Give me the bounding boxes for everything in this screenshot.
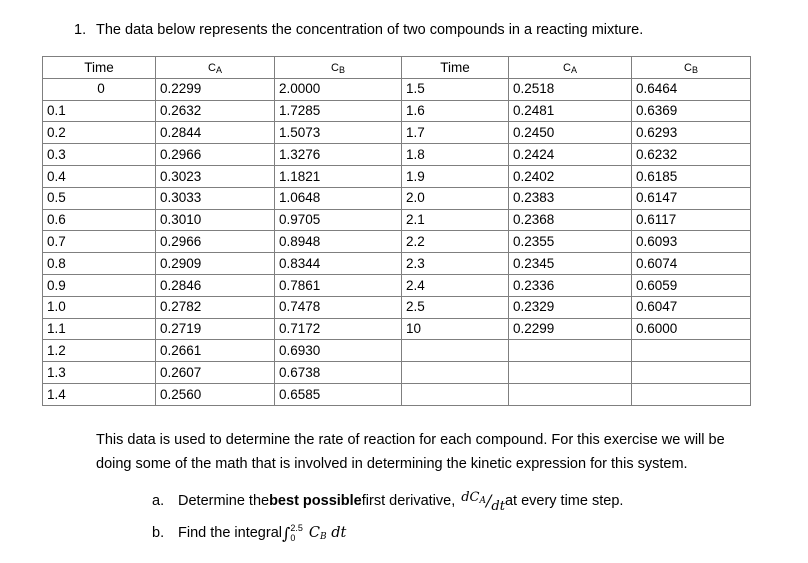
table-row — [43, 231, 751, 253]
table-row — [43, 296, 751, 318]
cell-cb-1: 0.6738 — [275, 362, 402, 384]
integrand: $C_B$ dt — [308, 524, 347, 542]
table-row — [43, 78, 751, 100]
instructions-paragraph: This data is used to determine the rate of reaction for each compound. For this exercise we will be doing some of the math that is involved in determining the kinetic expression for this system. — [96, 432, 725, 472]
table-row — [43, 383, 751, 405]
table-row — [43, 209, 751, 231]
cell-ca-2: 0.2518 — [509, 78, 632, 100]
header-cb-2: $C_B$ — [632, 57, 751, 79]
cell-time-1: 0.4 — [43, 165, 156, 187]
table-row — [43, 274, 751, 296]
cell-cb-2: 0.6147 — [632, 187, 751, 209]
cell-ca-1: 0.2661 — [156, 340, 275, 362]
cell-time-1: 0 — [43, 78, 156, 100]
cell-ca-1: 0.3010 — [156, 209, 275, 231]
cell-cb-2: 0.6047 — [632, 296, 751, 318]
header-ca-2: $C_A$ — [509, 57, 632, 79]
cell-ca-1: 0.2719 — [156, 318, 275, 340]
cell-time-2: 2.1 — [402, 209, 509, 231]
integral-upper: 2.5 — [290, 523, 303, 533]
integral-sign: ∫ — [281, 523, 291, 543]
cell-time-2: 1.6 — [402, 100, 509, 122]
cell-ca-2 — [509, 340, 632, 362]
cell-cb-2: 0.6369 — [632, 100, 751, 122]
cell-ca-2 — [509, 383, 632, 405]
cell-time-2: 2.5 — [402, 296, 509, 318]
task-b-label: b. — [152, 525, 165, 541]
question-text: The data below represents the concentration of two compounds in a reacting mixture. — [96, 22, 644, 38]
cell-time-1: 0.9 — [43, 274, 156, 296]
cell-ca-2 — [509, 362, 632, 384]
cell-ca-2: 0.2336 — [509, 274, 632, 296]
table-row — [43, 340, 751, 362]
cell-ca-2: 0.2355 — [509, 231, 632, 253]
header-time-2: Time — [402, 57, 509, 79]
derivative-expression: $dC_A/dt$ — [461, 490, 505, 514]
cell-cb-1: 0.8344 — [275, 253, 402, 275]
cell-cb-1: 0.7172 — [275, 318, 402, 340]
cell-time-2: 2.0 — [402, 187, 509, 209]
cell-time-2: 2.2 — [402, 231, 509, 253]
cell-ca-2: 0.2368 — [509, 209, 632, 231]
cell-time-2: 10 — [402, 318, 509, 340]
cell-time-1: 0.7 — [43, 231, 156, 253]
cell-cb-1: 0.6930 — [275, 340, 402, 362]
cell-time-1: 1.1 — [43, 318, 156, 340]
task-a — [152, 485, 623, 517]
header-time-1: Time — [43, 57, 156, 79]
cell-cb-2: 0.6117 — [632, 209, 751, 231]
table-row — [43, 100, 751, 122]
cell-cb-2 — [632, 340, 751, 362]
cell-cb-1: 0.7861 — [275, 274, 402, 296]
question-title — [74, 22, 643, 38]
cell-ca-2: 0.2299 — [509, 318, 632, 340]
cell-time-1: 1.4 — [43, 383, 156, 405]
cell-time-1: 0.3 — [43, 144, 156, 166]
cell-time-2 — [402, 340, 509, 362]
cell-time-2: 1.5 — [402, 78, 509, 100]
cell-cb-2: 0.6293 — [632, 122, 751, 144]
cell-cb-1: 1.5073 — [275, 122, 402, 144]
cell-cb-2 — [632, 362, 751, 384]
cell-cb-2: 0.6074 — [632, 253, 751, 275]
cell-time-2: 2.3 — [402, 253, 509, 275]
table-row — [43, 122, 751, 144]
cell-time-1: 0.8 — [43, 253, 156, 275]
cell-cb-2: 0.6464 — [632, 78, 751, 100]
task-b-text: Find the integral — [178, 525, 282, 541]
cell-cb-1: 1.1821 — [275, 165, 402, 187]
cell-cb-1: 2.0000 — [275, 78, 402, 100]
cell-ca-1: 0.2966 — [156, 144, 275, 166]
cell-cb-1: 0.9705 — [275, 209, 402, 231]
cell-time-1: 0.5 — [43, 187, 156, 209]
data-table — [42, 56, 751, 406]
cell-time-2 — [402, 383, 509, 405]
task-a-bold: best possible — [269, 493, 362, 509]
cell-time-2 — [402, 362, 509, 384]
cell-time-1: 1.0 — [43, 296, 156, 318]
cell-time-1: 0.6 — [43, 209, 156, 231]
cell-cb-2 — [632, 383, 751, 405]
cell-ca-1: 0.2560 — [156, 383, 275, 405]
cell-ca-1: 0.2846 — [156, 274, 275, 296]
cell-ca-1: 0.3033 — [156, 187, 275, 209]
cell-time-2: 2.4 — [402, 274, 509, 296]
cell-time-1: 0.1 — [43, 100, 156, 122]
cell-cb-1: 1.7285 — [275, 100, 402, 122]
question-number: 1. — [74, 22, 87, 38]
task-list — [152, 485, 623, 549]
cell-cb-1: 1.3276 — [275, 144, 402, 166]
table-row — [43, 253, 751, 275]
cell-time-2: 1.9 — [402, 165, 509, 187]
table-header-row — [43, 57, 751, 79]
cell-cb-1: 1.0648 — [275, 187, 402, 209]
cell-cb-2: 0.6232 — [632, 144, 751, 166]
task-a-label: a. — [152, 493, 165, 509]
cell-ca-2: 0.2345 — [509, 253, 632, 275]
cell-ca-2: 0.2450 — [509, 122, 632, 144]
cell-cb-1: 0.7478 — [275, 296, 402, 318]
task-a-text-after: at every time step. — [504, 493, 624, 509]
cell-time-2: 1.8 — [402, 144, 509, 166]
cell-ca-1: 0.3023 — [156, 165, 275, 187]
cell-cb-1: 0.6585 — [275, 383, 402, 405]
cell-cb-2: 0.6093 — [632, 231, 751, 253]
cell-time-1: 1.3 — [43, 362, 156, 384]
integral-limits — [290, 523, 303, 543]
cell-ca-1: 0.2782 — [156, 296, 275, 318]
table-row — [43, 362, 751, 384]
header-cb-1: $C_B$ — [275, 57, 402, 79]
cell-ca-2: 0.2402 — [509, 165, 632, 187]
integral-lower: 0 — [290, 533, 296, 543]
task-a-text-before: Determine the — [178, 493, 270, 509]
cell-cb-2: 0.6000 — [632, 318, 751, 340]
cell-ca-1: 0.2966 — [156, 231, 275, 253]
cell-ca-2: 0.2481 — [509, 100, 632, 122]
table-row — [43, 318, 751, 340]
cell-cb-2: 0.6185 — [632, 165, 751, 187]
table-row — [43, 144, 751, 166]
cell-ca-1: 0.2909 — [156, 253, 275, 275]
cell-ca-1: 0.2844 — [156, 122, 275, 144]
cell-time-2: 1.7 — [402, 122, 509, 144]
table-row — [43, 165, 751, 187]
cell-time-1: 0.2 — [43, 122, 156, 144]
cell-cb-2: 0.6059 — [632, 274, 751, 296]
cell-ca-1: 0.2632 — [156, 100, 275, 122]
cell-ca-1: 0.2299 — [156, 78, 275, 100]
task-a-text-mid: first derivative, — [361, 493, 456, 509]
cell-time-1: 1.2 — [43, 340, 156, 362]
cell-ca-2: 0.2383 — [509, 187, 632, 209]
cell-cb-1: 0.8948 — [275, 231, 402, 253]
table-row — [43, 187, 751, 209]
cell-ca-2: 0.2424 — [509, 144, 632, 166]
cell-ca-1: 0.2607 — [156, 362, 275, 384]
cell-ca-2: 0.2329 — [509, 296, 632, 318]
task-b — [152, 517, 623, 549]
header-ca-1: $C_A$ — [156, 57, 275, 79]
